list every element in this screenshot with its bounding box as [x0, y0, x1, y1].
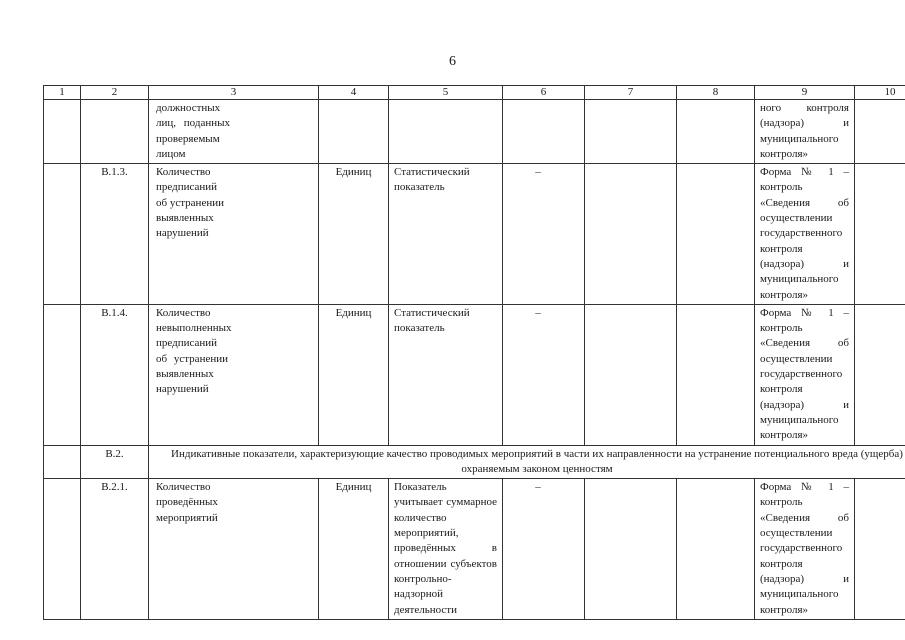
description-cell: Статистический показатель [389, 304, 503, 445]
cell-empty [319, 100, 389, 164]
indicator-code-cell: В.1.3. [81, 164, 149, 305]
indicator-code-cell: В.1.4. [81, 304, 149, 445]
indicator-name-cell: Количество невыполненных предписаний об устранении выявленных нарушений [149, 304, 319, 445]
cell-empty [677, 100, 755, 164]
table-row [44, 164, 905, 305]
source-cell: Форма № 1 – контроль «Сведения об осуществлении государственного контроля (надзора) и муниципального контроля» [755, 479, 855, 620]
page-number: 6 [449, 54, 456, 69]
table-header-row [44, 86, 905, 100]
table-row [44, 479, 905, 620]
table-row [44, 100, 905, 164]
cell-empty [44, 479, 81, 620]
source-cell: ного контроля (надзора) и муниципального контроля» [755, 100, 855, 164]
cell-empty [44, 100, 81, 164]
cell-empty [81, 100, 149, 164]
section-row [44, 445, 905, 479]
unit-cell: Единиц [319, 304, 389, 445]
cell-empty [855, 164, 905, 305]
cell-empty [855, 100, 905, 164]
indicator-name-cell: должностных лиц, поданных проверяемым лицом [149, 100, 319, 164]
indicator-code-cell: В.2.1. [81, 479, 149, 620]
cell-empty [44, 445, 81, 479]
description-cell: Показатель учитывает суммарное количество мероприятий, проведённых в отношении субъектов контрольно-надзорной деятельности [389, 479, 503, 620]
unit-cell: Единиц [319, 164, 389, 305]
cell-empty [585, 100, 677, 164]
header-cell: 6 [503, 86, 585, 100]
cell-empty [389, 100, 503, 164]
indicator-name-cell: Количество предписаний об устранении выявленных нарушений [149, 164, 319, 305]
cell-empty [855, 304, 905, 445]
cell-empty [503, 100, 585, 164]
section-code-cell: В.2. [81, 445, 149, 479]
header-cell: 10 [855, 86, 905, 100]
cell-empty [585, 479, 677, 620]
header-cell: 7 [585, 86, 677, 100]
cell-empty [585, 164, 677, 305]
cell-empty [855, 479, 905, 620]
source-cell: Форма № 1 – контроль «Сведения об осуществлении государственного контроля (надзора) и муниципального контроля» [755, 164, 855, 305]
cell-empty [44, 304, 81, 445]
table-row [44, 304, 905, 445]
header-cell: 2 [81, 86, 149, 100]
header-cell: 4 [319, 86, 389, 100]
cell-empty [677, 164, 755, 305]
description-cell: Статистический показатель [389, 164, 503, 305]
cell-empty [677, 304, 755, 445]
unit-cell: Единиц [319, 479, 389, 620]
indicators-table [43, 85, 905, 620]
indicator-name-cell: Количество проведённых мероприятий [149, 479, 319, 620]
header-cell: 9 [755, 86, 855, 100]
cell-empty [677, 479, 755, 620]
value-cell: – [503, 479, 585, 620]
section-title-cell: Индикативные показатели, характеризующие качество проводимых мероприятий в части их направленности на устранение потенциального вреда (ущерба) охраняемым законом ценностям [149, 445, 905, 479]
value-cell: – [503, 164, 585, 305]
source-cell: Форма № 1 – контроль «Сведения об осуществлении государственного контроля (надзора) и муниципального контроля» [755, 304, 855, 445]
header-cell: 5 [389, 86, 503, 100]
value-cell: – [503, 304, 585, 445]
cell-empty [585, 304, 677, 445]
header-cell: 1 [44, 86, 81, 100]
cell-empty [44, 164, 81, 305]
header-cell: 8 [677, 86, 755, 100]
header-cell: 3 [149, 86, 319, 100]
